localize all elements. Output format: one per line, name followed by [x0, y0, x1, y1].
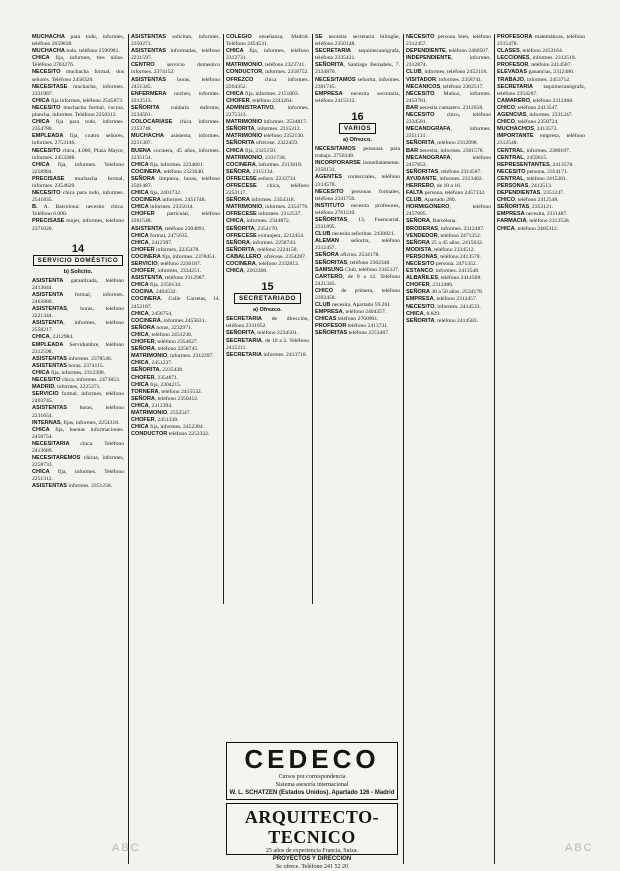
- classified-ad: TORNERA, teléfono 2415532.: [131, 388, 203, 395]
- classified-ad: PROFESOR teléfono 2413731.: [315, 323, 389, 330]
- classified-ad: ASISTENTA formal, informes. 2463880.: [32, 291, 124, 305]
- classified-ad: PRECISASE mujer, informes, teléfono 2371020.: [32, 218, 124, 232]
- classified-ad: CHICA fija, buenas informaciones. 2458754.: [32, 426, 124, 440]
- classified-ad: NECESITO chico, teléfono 2334581.: [406, 112, 491, 126]
- classified-ad: SEÑORITA ofrécese. 2322459.: [226, 140, 299, 147]
- classified-ad: SEÑORA oficina. 2534178.: [315, 252, 380, 259]
- classified-ad: DEPENDIENTE, teléfono 2466507.: [406, 48, 490, 55]
- classified-ad: CHICA fija, 2304215.: [131, 381, 182, 388]
- classified-ad: CHOFER, teléfono 2354627.: [131, 339, 199, 346]
- classified-ad: MATRIMONIO informes. 2534817.: [226, 119, 308, 126]
- classified-ad: OFRECESE informes. 2312537.: [226, 211, 302, 218]
- classified-ad: CHICA, 2412397.: [131, 239, 173, 246]
- classified-ad: CHOFER, 2354871.: [131, 374, 179, 381]
- arquitecto-title: ARQUITECTO-TECNICO: [244, 807, 380, 847]
- classified-ad: MATRIMONIO, informes. 2354776.: [226, 204, 309, 211]
- classified-ad: MECANICOS, teléfono 2302517.: [406, 83, 484, 90]
- classified-ad: CHICO, teléfono 2350724.: [497, 119, 559, 126]
- classified-ad: ASISTENTA, informes, teléfono 2558217.: [32, 320, 124, 334]
- classified-ad: CHICA fija, 2325150.: [226, 147, 277, 154]
- classified-ad: SECRETARIA, de 10 a 2. Teléfono 2415211.: [226, 337, 309, 351]
- classified-ad: SEÑORA, teléfono 2258745.: [131, 346, 199, 353]
- classified-ad: CENTRAL, informes. 2300187.: [497, 147, 571, 154]
- classified-ad: CLASES, teléfono 2453164.: [497, 48, 564, 55]
- section-heading: [32, 243, 124, 266]
- subsection-heading: b) Solicito.: [63, 268, 93, 275]
- classified-ad: CHICA, teléfono 2451238.: [131, 331, 193, 338]
- classified-ad: CENTRO servicio domestico informes. 2374152.: [131, 62, 220, 76]
- classified-ad: CHICA, 8.829.: [406, 310, 441, 317]
- classified-ad: SECRETARIA de dirección, teléfono 2331652.: [226, 316, 309, 330]
- classified-ad: SEÑORITA, informes. 2315312.: [226, 126, 301, 133]
- classified-ad: NECESITO chica, informes. 2473853.: [32, 377, 121, 384]
- classified-ad: PRECISASE muchacha formal, informes. 2354620.: [32, 175, 124, 189]
- classified-ad: MATRIMONIO, 2331738.: [226, 154, 287, 161]
- classified-ad: FARMACIA, teléfono 2312538.: [497, 218, 571, 225]
- classified-ad: COLEGIO enseñanza, Madrid. Teléfono 2454531.: [226, 34, 309, 48]
- classified-ad: SEÑORA 30 a 50 años. 2534178.: [406, 289, 484, 296]
- classified-ad: ALEMAN señorita, teléfono 2312457.: [315, 238, 400, 252]
- classified-ad: CHICA, 2312984.: [32, 334, 74, 341]
- classified-ad: BUENA cocinera, 45 años, informes. 2235154.: [131, 147, 220, 161]
- classified-ad: SECRETARIA informes. 2413718.: [226, 351, 308, 358]
- section-label: SECRETARIADO: [234, 293, 301, 304]
- classified-ad: EMPRESA, teléfono 2404357.: [315, 309, 387, 316]
- classified-ad: COCINERA, informes 2455631.: [131, 317, 206, 324]
- classified-ad: CLUB necesita, Apartado 59.261.: [315, 302, 392, 309]
- classified-ad: CHICO, teléfono 2413547.: [497, 104, 559, 111]
- classified-ad: COCINERA, teléfono 2332812.: [226, 261, 300, 267]
- classified-ad: ASISTENTA garantizada, teléfono 2413044.: [32, 277, 124, 291]
- classified-ad: CLUB, Apartado 280.: [406, 197, 457, 204]
- classified-ad: ASISTENTA, teléfono 2312987.: [131, 275, 206, 282]
- classified-ad: CHICA, 2451237.: [131, 360, 173, 367]
- classified-ad: CHICA fija, informes, 2452384.: [131, 424, 205, 431]
- classified-ad: CHICA fija, informes, 2312398.: [32, 369, 106, 376]
- classified-ad: B. A. Barcelona: necesito chica. Teléfono 6.000.: [32, 204, 124, 218]
- classified-ad: SERVICIO formal, informes, teléfono 2403745.: [32, 391, 124, 405]
- classified-ad: CHICA, 2263368.: [226, 268, 268, 275]
- classified-ad: INDEPENDIENTE, informes. 2312874.: [406, 55, 491, 69]
- classified-ad: INTERNAS, fijas, informes, 2254318.: [32, 419, 120, 426]
- classified-ad: MUCHACHOS, 2413572.: [497, 126, 558, 133]
- classified-ad: CHICA fija, informes. Teléfono 2258984.: [32, 161, 124, 175]
- section-number: 16: [351, 110, 364, 123]
- classified-ad: COCINERA fija, informes. 2378451.: [131, 253, 217, 260]
- classified-ad: OFRECESE señora. 2233734.: [226, 175, 297, 182]
- ads-list: [315, 146, 400, 338]
- classified-ad: NECESITAMOS personas para trabajo. 2750348.: [315, 146, 400, 160]
- classified-ad: CENTRAL, 2459615.: [497, 154, 548, 161]
- arquitecto-line: PROYECTOS Y DIRECCION: [272, 856, 352, 862]
- classified-ad: CHICA fija, informes. 2234601.: [131, 161, 205, 168]
- classified-ad: ASISTENTA, teléfono 2304891.: [131, 225, 206, 232]
- classified-ad: MATRIMONIO, 2552547.: [131, 409, 192, 416]
- classified-ad: NECESITO personas formales, teléfono 2341756.: [315, 188, 400, 202]
- classified-ad: MECANOGRAFA, informes. 2351131.: [406, 126, 491, 140]
- classified-ad: SEÑORITA, 2354170.: [226, 225, 279, 232]
- classified-ad: COLOCARIASE chica informes. 2353748.: [131, 119, 220, 133]
- ads-list: [226, 34, 309, 275]
- classified-ad: SEÑORA limpieza, horas, teléfono 2501487.: [131, 175, 220, 189]
- classified-ad: AGENCIAS, informes. 2331247.: [497, 112, 573, 119]
- classified-ad: CONDUCTOR, informes. 2358752.: [226, 69, 309, 76]
- classified-ad: ENFERMERA noches, informes. 2212513.: [131, 90, 220, 104]
- classified-ad: SEÑORA 25 a 45 años. 2415632.: [406, 239, 484, 246]
- classified-ad: MECANOGRAFA, teléfono 2457853.: [406, 154, 491, 168]
- classified-ad: CLUB, informes, teléfono 2452118.: [406, 69, 488, 76]
- classified-column-3-lower: [226, 578, 396, 738]
- arquitecto-line: Se ofrece. Teléfono 241 52 20: [275, 864, 349, 870]
- classified-ad: CONDUCTOR teléfono 2253332.: [131, 431, 210, 438]
- classified-ad: SEÑORA horas, 2232971.: [131, 324, 193, 331]
- classified-ad: SEÑORA, informes. 2258743.: [226, 239, 297, 246]
- abc-watermark: ABC: [112, 842, 141, 854]
- classified-ad: COCINERA, Calle Carretas, 14. 2452187.: [131, 296, 220, 310]
- cedeco-line: W. L. SCHATZEN (Estados Unidos). Apartado 126 - Madrid: [229, 790, 395, 796]
- column-rule: [403, 34, 404, 864]
- classified-ad: SERVICIO, teléfono 2230187.: [131, 261, 202, 267]
- classified-ad: ASISTENTAS horas, teléfono 2451345.: [131, 76, 220, 90]
- classified-ad: CLUB necesita señoritas. 2430821.: [315, 231, 396, 238]
- ads-list: [131, 34, 220, 438]
- classified-ad: CHICO de primera, teléfono 2302458.: [315, 287, 400, 301]
- classified-ad: DEPENDIENTAS, 2351247.: [497, 190, 565, 197]
- classified-ad: CHICA fija, informes. 2151803.: [226, 90, 300, 97]
- classified-ad: NECESITO chica para todo, informes. 2541835.: [32, 190, 124, 204]
- classified-ad: CHICA, informes. 2344872.: [226, 218, 291, 225]
- section-label: VARIOS: [339, 123, 376, 134]
- classified-ad: AYUDANTE, informes. 2313402.: [406, 175, 484, 182]
- classified-ad: NECESITO chica, 4.000, Plaza Mayor, informes. 2453308.: [32, 147, 124, 161]
- classified-ad: INCORPORARSE inmediatamente. 2356131.: [315, 160, 400, 174]
- classified-ad: MATRIMONIO, informes. 2312397.: [131, 353, 214, 360]
- classified-ad: SAMSUNG Club, teléfono 2345127.: [315, 266, 400, 273]
- classified-ad: MATRIMONIO teléfono 2352130.: [226, 133, 305, 140]
- classified-ad: PERSONAS, 2412513.: [497, 182, 553, 189]
- classified-ad: NECESITO muchacha formal, cocina, plancha, informes. Teléfono 2250312.: [32, 104, 124, 119]
- section-number: 14: [71, 242, 85, 255]
- classified-ad: CHICA, teléfono 2405312.: [497, 225, 559, 232]
- cedeco-ad: [226, 742, 398, 800]
- classified-ad: EMPRESA necesita, 2311487.: [497, 211, 568, 218]
- classified-ad: TRABAJO, informes. 2453712.: [497, 76, 571, 83]
- classified-ad: ASISTENTAS informes. 2378546.: [32, 355, 113, 362]
- classified-ad: CHICO, teléfono 2412548.: [497, 197, 559, 204]
- classified-ad: ALBAÑILES, teléfono 2414568.: [406, 275, 482, 282]
- classified-ad: CHICA, 2312394.: [131, 402, 173, 409]
- classified-column-2: [131, 34, 220, 864]
- classified-ad: CHICA, 2456754.: [131, 310, 173, 317]
- classified-ad: IMPORTANTE empresa, teléfono 2312548.: [497, 133, 585, 147]
- classified-ad: COCINERA, informes. 2313018.: [226, 161, 303, 168]
- classified-ad: NECESITAMOS señorita, informes. 2301745.: [315, 76, 400, 90]
- classified-ad: EMPLEADA fija, cuatro señores, informes. 2753146.: [32, 133, 124, 147]
- subsection-heading: a) Ofrezco.: [253, 307, 282, 314]
- classified-ad: MATRIMONIO, teléfono 2323741.: [226, 62, 306, 69]
- classified-ad: CHICA fija, informes, tres niños. Teléfono 2703276.: [32, 55, 124, 69]
- section-number: 15: [261, 281, 274, 294]
- classified-ad: SEÑORITAS, teléfono 2302348.: [315, 259, 391, 266]
- classified-ad: CHOFER, 2312486.: [406, 282, 454, 289]
- classified-ad: MUCHACHA para todo, informes, teléfono 2659838.: [32, 34, 124, 48]
- classified-ad: CHICA fija, 2401732.: [131, 190, 182, 197]
- column-rule: [312, 34, 313, 604]
- classified-ad: SEÑORITA, teléfono 2224158.: [226, 246, 298, 253]
- classified-ad: SEÑORITAS teléfono 2253487.: [315, 330, 390, 337]
- classified-ad: ASISTENTAS informadas, teléfono 2231597.: [131, 48, 220, 62]
- classified-ad: CHOFER particular, teléfono 2261548.: [131, 211, 220, 225]
- classified-ad: OFRECESE chica, teléfono 2253117.: [226, 182, 309, 197]
- classified-ad: COCINERA informes. 2451748.: [131, 197, 206, 204]
- classified-ad: CENTRAL, teléfono 2415201.: [497, 175, 568, 182]
- section-heading: [226, 281, 309, 304]
- ads-list: [32, 34, 124, 233]
- classified-ad: HORMIGONERO, teléfono 2457895.: [406, 204, 491, 218]
- classified-ad: BRODERAS, informes. 2312487.: [406, 225, 485, 232]
- classified-ad: NECESITO persona, 2354171.: [497, 168, 569, 175]
- classified-ad: MUCHACHA asistenta, informes. 2231307.: [131, 133, 220, 147]
- classified-ad: SEÑORA, teléfono 2350412.: [131, 395, 199, 402]
- classified-ad: SEÑORITA, teléfono 2234501.: [226, 330, 298, 337]
- classified-ad: EMPRESA, teléfono 2312457.: [406, 296, 478, 303]
- classified-column-1: [32, 34, 124, 864]
- classified-ad: SEÑORITAS, 13, Fuencarral. 2331895.: [315, 216, 400, 231]
- arquitecto-ad: [226, 803, 398, 870]
- classified-ad: ASISTENTAS, horas, teléfono 2221344.: [32, 306, 124, 320]
- classified-ad: CHICA formal, 2475635.: [131, 232, 189, 239]
- classified-ad: CHICA fija, informes, teléfono 2312731.: [226, 48, 309, 62]
- classified-ad: CHICA fija informes, teléfono 2545873.: [32, 97, 124, 104]
- classified-ad: CHOFER, informes, 2334251.: [131, 268, 202, 275]
- classified-ad: COCINERA, teléfono 2323640.: [131, 168, 205, 175]
- classified-ad: NECESITO muchacha formal, dos señores. Teléfono 2458320.: [32, 69, 124, 83]
- classified-ad: EMPRESA necesita secretaria, teléfono 2415312.: [315, 90, 400, 104]
- classified-ad: CARTERO, de 9 a 12. Teléfono 2421345.: [315, 273, 400, 287]
- classified-ad: CHICA fija para todo, informes. 2354780.: [32, 119, 124, 133]
- classified-ad: ADMINISTRATIVO, informes. 2275313.: [226, 104, 309, 119]
- classified-ad: VENDEDOR, teléfono 2471352.: [406, 232, 482, 239]
- classified-ad: NECESITO persona. 2471352.: [406, 261, 478, 267]
- classified-ad: NECESITO Muñoz, informes. 2453781.: [406, 90, 491, 104]
- classified-ad: SEÑORITA, teléfono 2312098.: [406, 140, 478, 147]
- classified-ad: COCINA, 2404532.: [131, 289, 177, 296]
- classified-ad: MUCHACHA todo, teléfono 2590981.: [32, 48, 120, 55]
- classified-ad: CHICAS teléfono 2760901.: [315, 316, 379, 323]
- classified-ad: SECRETARIA taquimecanógrafa, teléfono 2354287.: [497, 83, 585, 97]
- classified-ad: CHICA fija, informes. Teléfono 2251312.: [32, 469, 124, 483]
- classified-ad: CHOFER, 2451338.: [131, 417, 179, 424]
- classified-column-3: [226, 34, 309, 604]
- classified-ad: ESTANCO, informes. 2413548.: [406, 268, 480, 275]
- classified-ad: SEÑORITA, teléfono 2414583.: [406, 317, 478, 324]
- classified-ad: OFREZCO chica informes. 2264352.: [226, 76, 309, 90]
- classified-ad: VISITADOR, informes. 2358741.: [406, 76, 483, 83]
- classified-ad: ASISTENTAS informes. 2351258.: [32, 483, 113, 490]
- ads-list: [497, 34, 585, 233]
- classified-ad: PROFESORA matemáticas, teléfono 2315478.: [497, 34, 585, 48]
- column-rule: [223, 34, 224, 604]
- classified-ad: NECESITARIA chica. Teléfono 2413689.: [32, 440, 124, 454]
- classified-ad: SE necesita secretaria bilingüe, teléfono 2350148.: [315, 34, 400, 48]
- classified-ad: REPRESENTANTES, 2413578.: [497, 161, 574, 168]
- column-rule: [494, 34, 495, 864]
- classified-ad: AGENTES comerciales, teléfono 2314578.: [315, 174, 400, 188]
- classified-column-4: [315, 34, 400, 604]
- classified-ad: BAR necesita, informes. 2301578.: [406, 147, 484, 154]
- classified-ad: CHICA informes. 2335614.: [131, 204, 194, 211]
- classified-ad: ELEVADAS ganancias, 2312486.: [497, 69, 575, 76]
- section-heading: [315, 111, 400, 134]
- classified-ad: SEÑORITA, Santiago Bernabéu, 7. 2334870.: [315, 62, 400, 76]
- section-label: SERVICIO DOMÉSTICO: [33, 255, 124, 266]
- classified-ad: INSTITUTO necesita profesores, teléfono 2761310.: [315, 202, 400, 216]
- classified-ad: ASISTENTAS horas, teléfono 2231654.: [32, 405, 124, 419]
- classified-column-5: [406, 34, 491, 864]
- ads-list: [315, 34, 400, 105]
- classified-ad: SEÑORA, Barcelona.: [406, 218, 457, 225]
- classified-ad: FALTA persona, teléfono 2457132.: [406, 190, 486, 197]
- classified-ad: SECRETARIA taquimecanógrafa, teléfono 2335421.: [315, 48, 400, 62]
- classified-ad: ASISTENTAS horas. 2374115.: [32, 362, 105, 369]
- ads-list: [32, 278, 124, 491]
- classified-ad: SEÑORA, 2315134.: [226, 168, 274, 175]
- ads-list: [226, 316, 309, 359]
- cedeco-line: Cursos por correspondencia: [278, 774, 346, 780]
- classified-ad: SEÑORITAS, 2353121.: [497, 204, 553, 211]
- classified-ad: CABALLERO, ofrécese. 2354287.: [226, 253, 307, 260]
- classified-ad: NECESITAREMOS chicas, informes, 2258733.: [32, 455, 124, 469]
- classified-ad: CHOFER informes, 2235478.: [131, 246, 200, 253]
- classified-ad: CAMARERO, teléfono 2312468.: [497, 97, 574, 104]
- classified-ad: MODISTA, teléfono 2334512.: [406, 246, 475, 253]
- classified-ad: LECCIONES, informes. 2312518.: [497, 55, 577, 62]
- classified-ad: BAR necesita camarero. 2312658.: [406, 104, 484, 111]
- classified-ad: SEÑORA informes. 2354318.: [226, 197, 295, 204]
- classified-ad: MADRID, informes, 2225371.: [32, 384, 101, 391]
- classified-ad: HERRERO, de 10 a 16.: [406, 182, 462, 189]
- classified-ad: SEÑORITA, 2235438.: [131, 367, 184, 374]
- ads-list: [406, 34, 491, 325]
- classified-ad: NECESITASE muchacha, informes. 2331987.: [32, 83, 124, 97]
- classified-ad: EMPLEADA Servidumbre, teléfono 2312598.: [32, 341, 124, 355]
- classified-ad: SEÑORITA cuidaría enfermo, 2234501.: [131, 104, 220, 119]
- classified-ad: CHOFER, teléfono 2243264.: [226, 97, 294, 104]
- classified-ad: PERSONAS, teléfono 2413578.: [406, 253, 481, 260]
- abc-watermark: ABC: [565, 842, 594, 854]
- classified-ad: SEÑORITAS, teléfono 2314587.: [406, 168, 482, 175]
- classified-ad: CHICA fija, 2350134.: [131, 282, 182, 289]
- subsection-heading: a) Ofrezco.: [343, 136, 372, 143]
- classified-ad: OFRECESE extranjera, 2212454.: [226, 232, 305, 239]
- cedeco-line: Sistema asesoría internacional: [275, 782, 349, 788]
- classified-ad: PROFESOR, teléfono 2414587.: [497, 62, 572, 69]
- classified-ad: NECESITO, informes. 2414533.: [406, 303, 481, 310]
- cedeco-title: CEDECO: [244, 744, 380, 774]
- classified-column-6: [497, 34, 585, 864]
- classified-ad: ASISTENTAS solicitan, informes. 2350271.: [131, 34, 220, 48]
- arquitecto-line: 25 años de experiencia Francia, Suiza.: [265, 848, 359, 854]
- column-rule: [128, 34, 129, 864]
- classified-ad: NECESITO persona bien, teléfono 2312457.: [406, 34, 491, 48]
